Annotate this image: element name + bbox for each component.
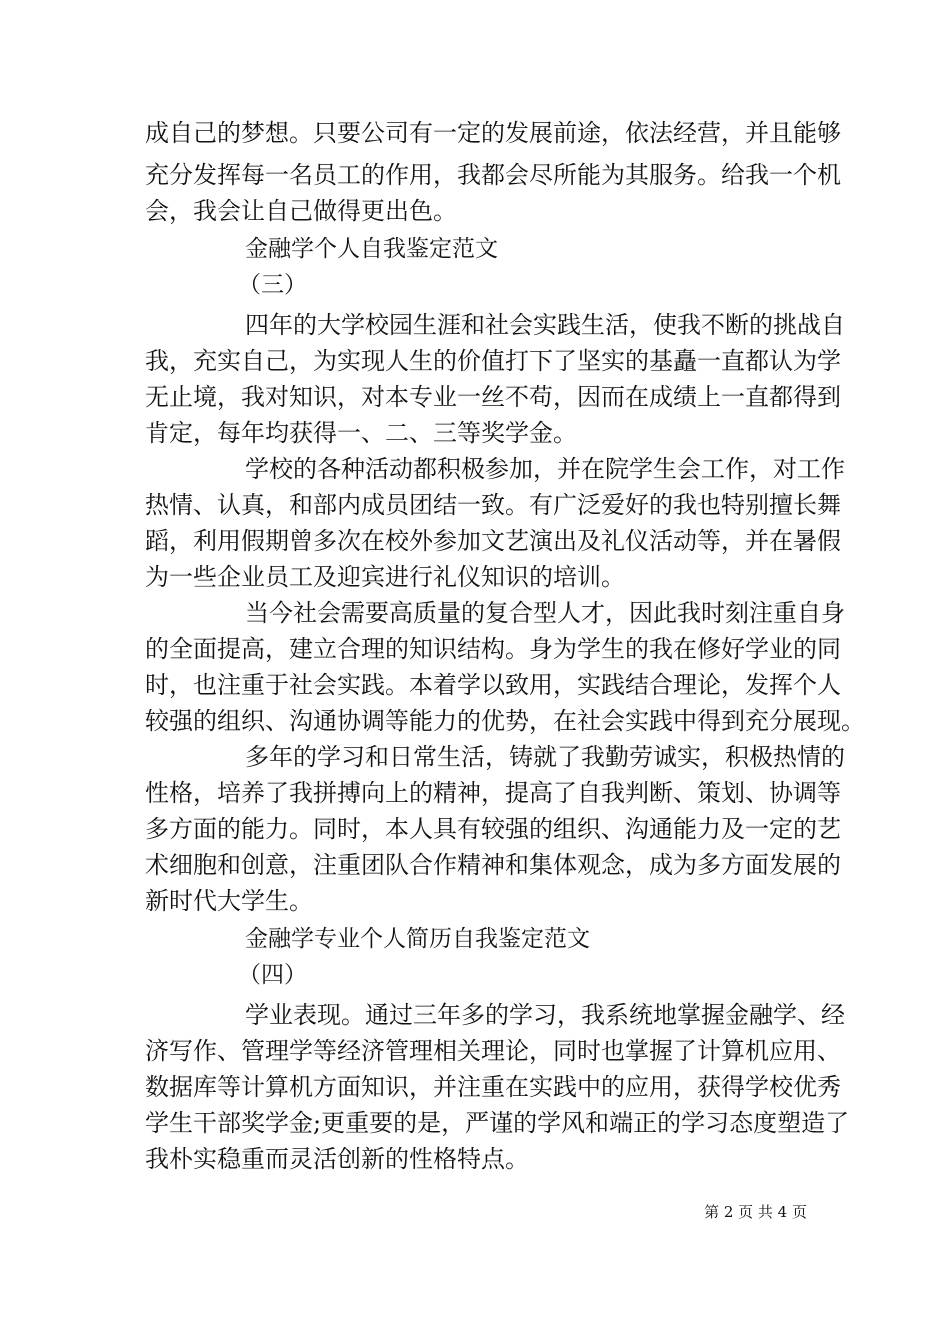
body-text-line: 充分发挥每一名员工的作用，我都会尽所能为其服务。给我一个机 bbox=[145, 161, 841, 189]
section-number: （四） bbox=[238, 962, 307, 988]
body-text-line: 学校的各种活动都积极参加，并在院学生会工作，对工作 bbox=[245, 455, 845, 483]
body-text-line: 数据库等计算机方面知识，并注重在实践中的应用，获得学校优秀 bbox=[145, 1073, 841, 1101]
section-title: 金融学专业个人简历自我鉴定范文 bbox=[245, 926, 590, 952]
body-text-line: 成自己的梦想。只要公司有一定的发展前途，依法经营，并且能够 bbox=[145, 119, 841, 147]
body-text-line: 肯定，每年均获得一、二、三等奖学金。 bbox=[145, 419, 577, 447]
body-text-line: 学业表现。通过三年多的学习，我系统地掌握金融学、经 bbox=[245, 1001, 845, 1029]
body-text-line: 学生干部奖学金;更重要的是，严谨的学风和端正的学习态度塑造了 bbox=[145, 1109, 850, 1137]
body-text-line: 性格，培养了我拼搏向上的精神，提高了自我判断、策划、协调等 bbox=[145, 779, 841, 807]
body-text-line: 较强的组织、沟通协调等能力的优势，在社会实践中得到充分展现。 bbox=[145, 707, 865, 735]
body-text-line: 时，也注重于社会实践。本着学以致用，实践结合理论，发挥个人 bbox=[145, 671, 841, 699]
body-text-line: 热情、认真，和部内成员团结一致。有广泛爱好的我也特别擅长舞 bbox=[145, 491, 841, 519]
section-title: 金融学个人自我鉴定范文 bbox=[245, 236, 498, 262]
body-text-line: 蹈，利用假期曾多次在校外参加文艺演出及礼仪活动等，并在暑假 bbox=[145, 527, 841, 555]
body-text-line: 我朴实稳重而灵活创新的性格特点。 bbox=[145, 1145, 529, 1173]
body-text-line: 为一些企业员工及迎宾进行礼仪知识的培训。 bbox=[145, 563, 625, 591]
body-text-line: 无止境，我对知识，对本专业一丝不苟，因而在成绩上一直都得到 bbox=[145, 383, 841, 411]
page-number-footer: 第 2 页 共 4 页 bbox=[704, 1203, 807, 1221]
body-text-line: 我，充实自己，为实现人生的价值打下了坚实的基矗一直都认为学 bbox=[145, 347, 841, 375]
body-text-line: 多年的学习和日常生活，铸就了我勤劳诚实，积极热情的 bbox=[245, 743, 845, 771]
body-text-line: 的全面提高，建立合理的知识结构。身为学生的我在修好学业的同 bbox=[145, 635, 841, 663]
body-text-line: 新时代大学生。 bbox=[145, 887, 313, 915]
body-text-line: 当今社会需要高质量的复合型人才，因此我时刻注重自身 bbox=[245, 599, 845, 627]
body-text-line: 会，我会让自己做得更出色。 bbox=[145, 197, 457, 225]
body-text-line: 术细胞和创意，注重团队合作精神和集体观念，成为多方面发展的 bbox=[145, 851, 841, 879]
body-text-line: 四年的大学校园生涯和社会实践生活，使我不断的挑战自 bbox=[245, 311, 845, 339]
body-text-line: 济写作、管理学等经济管理相关理论，同时也掌握了计算机应用、 bbox=[145, 1037, 841, 1065]
body-text-line: 多方面的能力。同时，本人具有较强的组织、沟通能力及一定的艺 bbox=[145, 815, 841, 843]
section-number: （三） bbox=[238, 272, 307, 298]
